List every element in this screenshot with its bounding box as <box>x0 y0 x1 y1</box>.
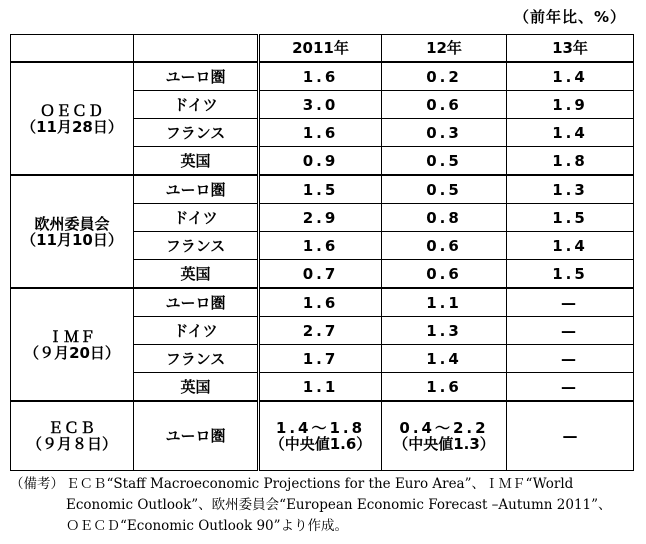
value-range: 1.4〜1.8 <box>275 419 366 437</box>
value-13: 1.9 <box>507 91 634 119</box>
org-date: （９月８日） <box>26 435 117 453</box>
value-2011: 1.7 <box>259 345 382 373</box>
value-2011 <box>259 401 382 471</box>
value-median: （中央値1.6） <box>269 435 372 453</box>
value-2011: 2.9 <box>259 204 382 232</box>
org-name: ＩＭＦ <box>47 327 96 346</box>
value-range: 0.4〜2.2 <box>399 419 489 437</box>
value-median: （中央値1.3） <box>393 435 495 453</box>
header-2011: 2011年 <box>259 35 382 63</box>
header-12: 12年 <box>382 35 507 63</box>
org-cell-ecb <box>11 401 134 471</box>
value-12: 0.3 <box>382 119 507 147</box>
table-row <box>11 62 634 91</box>
notes-line: ＥＣＢ“Staff Macroeconomic Projections for the Euro Area”、ＩＭＦ“World <box>66 476 574 492</box>
value-13: 1.3 <box>507 175 634 204</box>
value-13: — <box>507 345 634 373</box>
value-12: 0.8 <box>382 204 507 232</box>
header-region <box>134 35 259 63</box>
org-name: 欧州委員会 <box>34 214 110 233</box>
source-notes <box>10 474 612 537</box>
value-2011: 1.5 <box>259 175 382 204</box>
region-cell: 英国 <box>134 147 259 176</box>
value-2011: 3.0 <box>259 91 382 119</box>
header-org <box>11 35 134 63</box>
forecast-table <box>10 34 634 471</box>
region-cell: ユーロ圏 <box>134 401 259 471</box>
value-13: 1.4 <box>507 62 634 91</box>
org-cell-ec <box>11 175 134 288</box>
value-2011: 1.6 <box>259 232 382 260</box>
value-12: 0.5 <box>382 175 507 204</box>
value-2011: 0.7 <box>259 260 382 289</box>
header-13: 13年 <box>507 35 634 63</box>
unit-label: （前年比、%） <box>513 8 626 26</box>
value-12: 0.2 <box>382 62 507 91</box>
org-date: （９月20日） <box>24 343 120 362</box>
value-13: — <box>507 373 634 402</box>
value-2011: 2.7 <box>259 317 382 345</box>
value-12: 1.4 <box>382 345 507 373</box>
table-row <box>11 288 634 317</box>
notes-label: （備考） <box>10 476 64 492</box>
value-13: 1.5 <box>507 204 634 232</box>
value-2011: 1.6 <box>259 62 382 91</box>
value-13: 1.8 <box>507 147 634 176</box>
header-row <box>11 35 634 63</box>
region-cell: ユーロ圏 <box>134 288 259 317</box>
org-date: （11月28日） <box>21 117 123 136</box>
value-12: 0.6 <box>382 232 507 260</box>
region-cell: ドイツ <box>134 317 259 345</box>
region-cell: フランス <box>134 119 259 147</box>
value-12 <box>382 401 507 471</box>
org-name: ＯＥＣＤ <box>39 101 104 120</box>
value-12: 1.3 <box>382 317 507 345</box>
region-cell: ユーロ圏 <box>134 175 259 204</box>
org-cell-imf <box>11 288 134 401</box>
value-2011: 1.1 <box>259 373 382 402</box>
value-2011: 0.9 <box>259 147 382 176</box>
org-name: ＥＣＢ <box>47 419 96 437</box>
value-12: 0.5 <box>382 147 507 176</box>
value-2011: 1.6 <box>259 119 382 147</box>
region-cell: フランス <box>134 345 259 373</box>
value-13: 1.4 <box>507 232 634 260</box>
value-12: 0.6 <box>382 91 507 119</box>
region-cell: 英国 <box>134 260 259 289</box>
value-13: — <box>507 317 634 345</box>
value-13: 1.4 <box>507 119 634 147</box>
value-12: 1.1 <box>382 288 507 317</box>
region-cell: ドイツ <box>134 204 259 232</box>
org-cell-oecd <box>11 62 134 175</box>
region-cell: フランス <box>134 232 259 260</box>
region-cell: 英国 <box>134 373 259 402</box>
value-13: 1.5 <box>507 260 634 289</box>
notes-line: ＯＥＣＤ“Economic Outlook 90”より作成。 <box>66 518 349 534</box>
table-row <box>11 175 634 204</box>
table-row <box>11 401 634 471</box>
value-2011: 1.6 <box>259 288 382 317</box>
notes-line: Economic Outlook”、欧州委員会“European Economic Forecast –Autumn 2011”、 <box>66 497 612 513</box>
value-12: 1.6 <box>382 373 507 402</box>
value-12: 0.6 <box>382 260 507 289</box>
org-date: （11月10日） <box>21 230 123 249</box>
region-cell: ドイツ <box>134 91 259 119</box>
value-13: — <box>507 401 634 471</box>
value-13: — <box>507 288 634 317</box>
region-cell: ユーロ圏 <box>134 62 259 91</box>
